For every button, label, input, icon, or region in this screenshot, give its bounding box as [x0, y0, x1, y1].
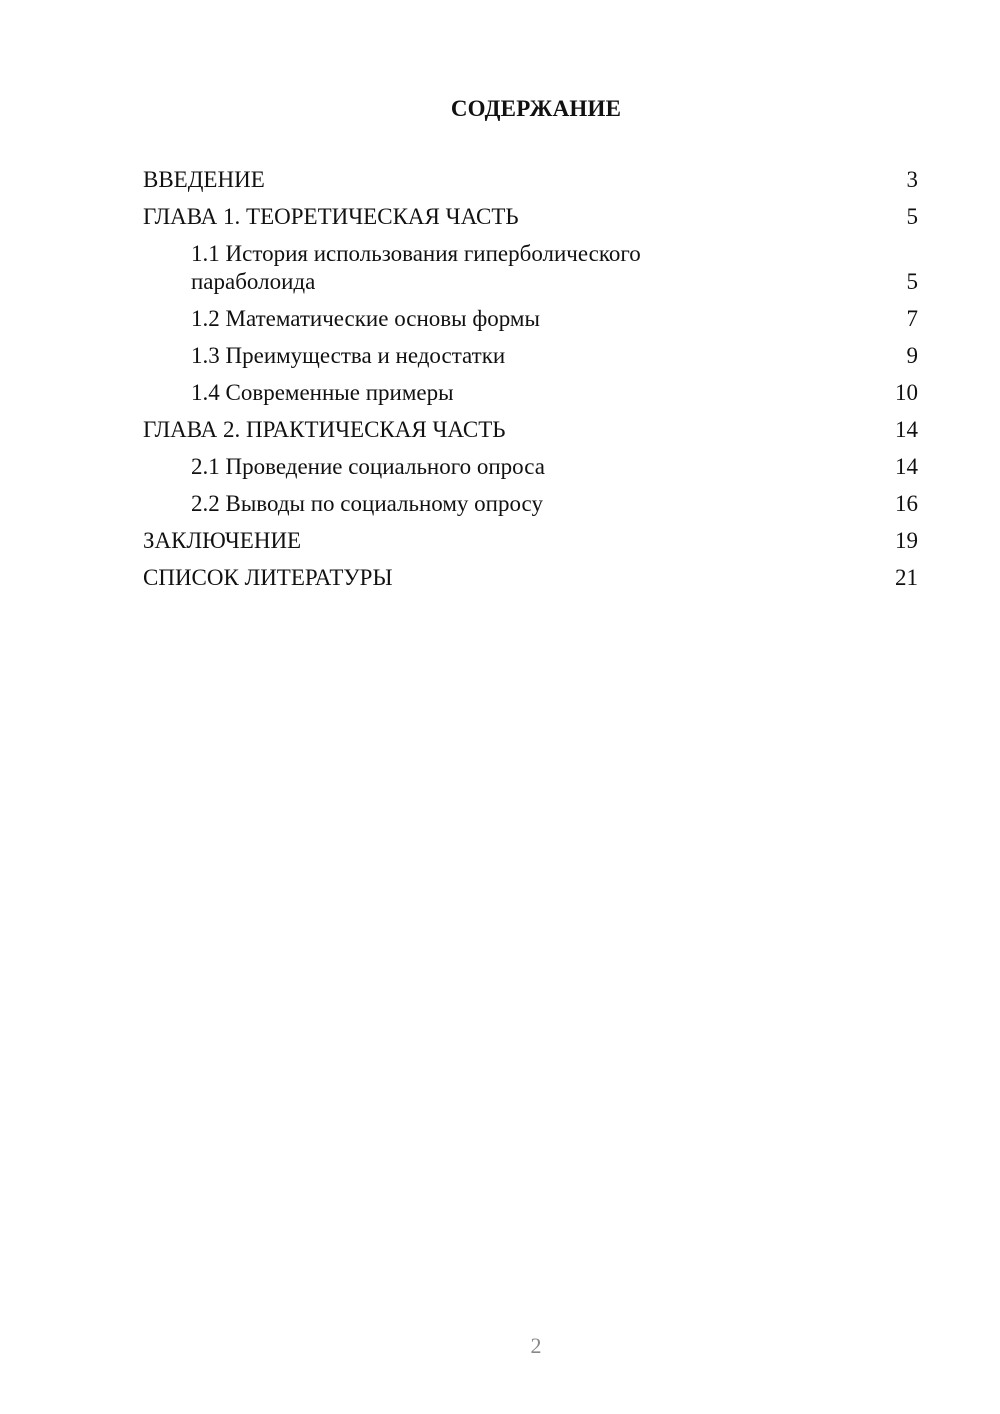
- toc-entry-label: ВВЕДЕНИЕ: [143, 167, 265, 192]
- toc-entry-bibliography[interactable]: [143, 564, 918, 592]
- toc-entry-page: 7: [906, 306, 918, 331]
- toc-entry-section-1-3[interactable]: [143, 342, 918, 370]
- page-number: 2: [530, 1333, 542, 1358]
- toc-entry-label: 1.3 Преимущества и недостатки: [191, 343, 506, 368]
- toc-entry-page: 10: [895, 380, 918, 405]
- toc-entry-page: 14: [895, 417, 918, 442]
- toc-entry-chapter-2[interactable]: [143, 416, 918, 444]
- toc-entry-label: ГЛАВА 2. ПРАКТИЧЕСКАЯ ЧАСТЬ: [143, 417, 506, 442]
- toc-entry-label: 2.2 Выводы по социальному опросу: [191, 491, 543, 516]
- toc-entry-section-2-2[interactable]: [143, 490, 918, 518]
- toc-entry-label: 1.2 Математические основы формы: [191, 306, 540, 331]
- toc-entry-page: 9: [906, 343, 918, 368]
- toc-entry-introduction[interactable]: [143, 166, 918, 194]
- toc-entry-page: 5: [906, 269, 918, 294]
- toc-entry-conclusion[interactable]: [143, 527, 918, 555]
- toc-entry-label: ЗАКЛЮЧЕНИЕ: [143, 528, 302, 553]
- toc-entry-label: 2.1 Проведение социального опроса: [191, 454, 545, 479]
- table-of-contents: [143, 166, 918, 601]
- toc-entry-label: СПИСОК ЛИТЕРАТУРЫ: [143, 565, 393, 590]
- toc-entry-page: 19: [895, 528, 918, 553]
- toc-entry-label: 1.4 Современные примеры: [191, 380, 454, 405]
- toc-entry-section-1-4[interactable]: [143, 379, 918, 407]
- toc-entry-label: ГЛАВА 1. ТЕОРЕТИЧЕСКАЯ ЧАСТЬ: [143, 204, 519, 229]
- toc-entry-label: 1.1 История использования гиперболического параболоида: [191, 241, 641, 294]
- toc-entry-chapter-1[interactable]: [143, 203, 918, 231]
- toc-entry-page: 3: [906, 167, 918, 192]
- toc-title: СОДЕРЖАНИЕ: [450, 96, 622, 121]
- toc-entry-page: 21: [895, 565, 918, 590]
- toc-entry-page: 5: [906, 204, 918, 229]
- toc-entry-section-2-1[interactable]: [143, 453, 918, 481]
- toc-entry-section-1-2[interactable]: [143, 305, 918, 333]
- toc-entry-section-1-1[interactable]: [143, 240, 918, 296]
- toc-entry-page: 14: [895, 454, 918, 479]
- toc-entry-page: 16: [895, 491, 918, 516]
